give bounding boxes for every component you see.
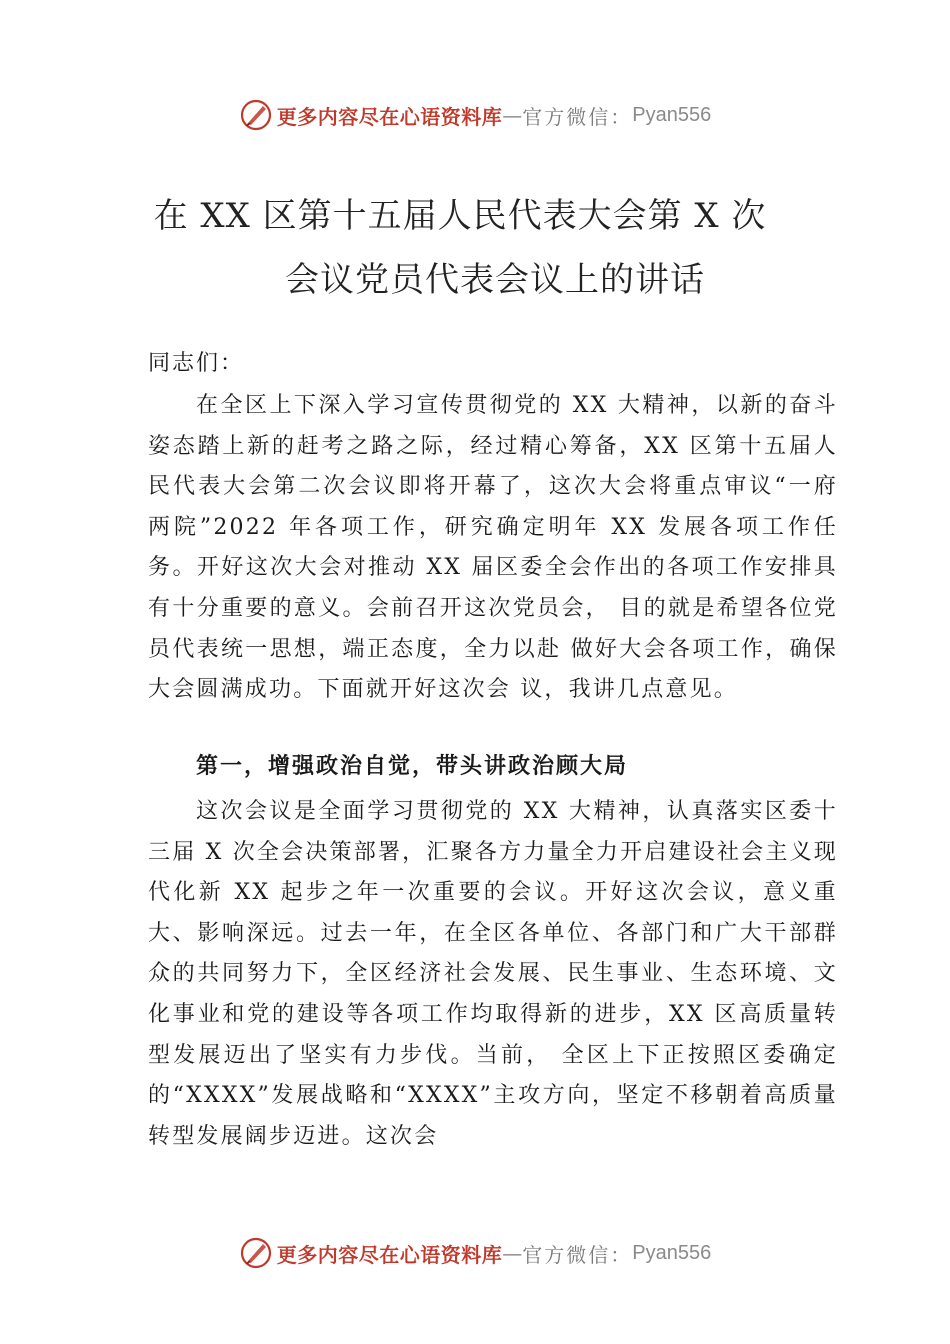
watermark-dash: — xyxy=(502,103,523,127)
body-paragraph-1: 在全区上下深入学习宣传贯彻党的 XX 大精神，以新的奋斗姿态踏上新的赶考之路之际，经过精心筹备，XX 区第十五届人民代表大会第二次会议即将开幕了，这次大会将重点审议“一府两院”2022 年各项工作，研究确定明年 XX 发展各项工作任务。开好这次大会对推动 XX 届区委全会作出的各项工作安排具有十分重要的意义。会前召开这次党员会， 目的就是希望各位党员代表统一思想，端正态度，全力以赴 做好大会各项工作，确保大会圆满成功。下面就开好这次会 议，我讲几点意见。 xyxy=(148,393,838,703)
section-heading-1: 第一，增强政治自觉，带头讲政治顾大局 xyxy=(196,754,629,779)
watermark-brand-text: 更多内容尽在心语资料库 xyxy=(276,1242,503,1267)
watermark-wechat-id: Pyan556 xyxy=(632,103,712,126)
brush-logo-icon xyxy=(239,98,273,132)
greeting: 同志们： xyxy=(148,351,245,376)
document-title-line2: 会议党员代表会议上的讲话 xyxy=(285,260,705,300)
watermark-banner-bottom xyxy=(0,1233,950,1273)
watermark-wechat-label: 官方微信： xyxy=(522,104,633,129)
body-paragraph-2: 这次会议是全面学习贯彻党的 XX 大精神，认真落实区委十三届 X 次全会决策部署，汇聚各方力量全力开启建设社会主义现代化新 XX 起步之年一次重要的会议。开好这次会议，意义重大、影响深远。过去一年，在全区各单位、各部门和广大干部群众的共同努力下，全区经济社会发展、民生事业、生态环境、文化事业和党的建设等各项工作均取得新的进步，XX 区高质量转型发展迈出了坚实有力步伐。当前， 全区上下正按照区委确定的“XXXX”发展战略和“XXXX”主攻方向，坚定不移朝着高质量转型发展阔步迈进。这次会 xyxy=(148,799,838,1149)
watermark-dash: — xyxy=(502,1241,523,1265)
watermark-brand-text: 更多内容尽在心语资料库 xyxy=(276,104,503,129)
watermark-wechat-label: 官方微信： xyxy=(522,1242,633,1267)
watermark-wechat-id: Pyan556 xyxy=(632,1241,712,1264)
document-title-line1: 在 XX 区第十五届人民代表大会第 X 次 xyxy=(153,196,767,236)
brush-logo-icon xyxy=(239,1236,273,1270)
watermark-banner-top xyxy=(0,95,950,135)
